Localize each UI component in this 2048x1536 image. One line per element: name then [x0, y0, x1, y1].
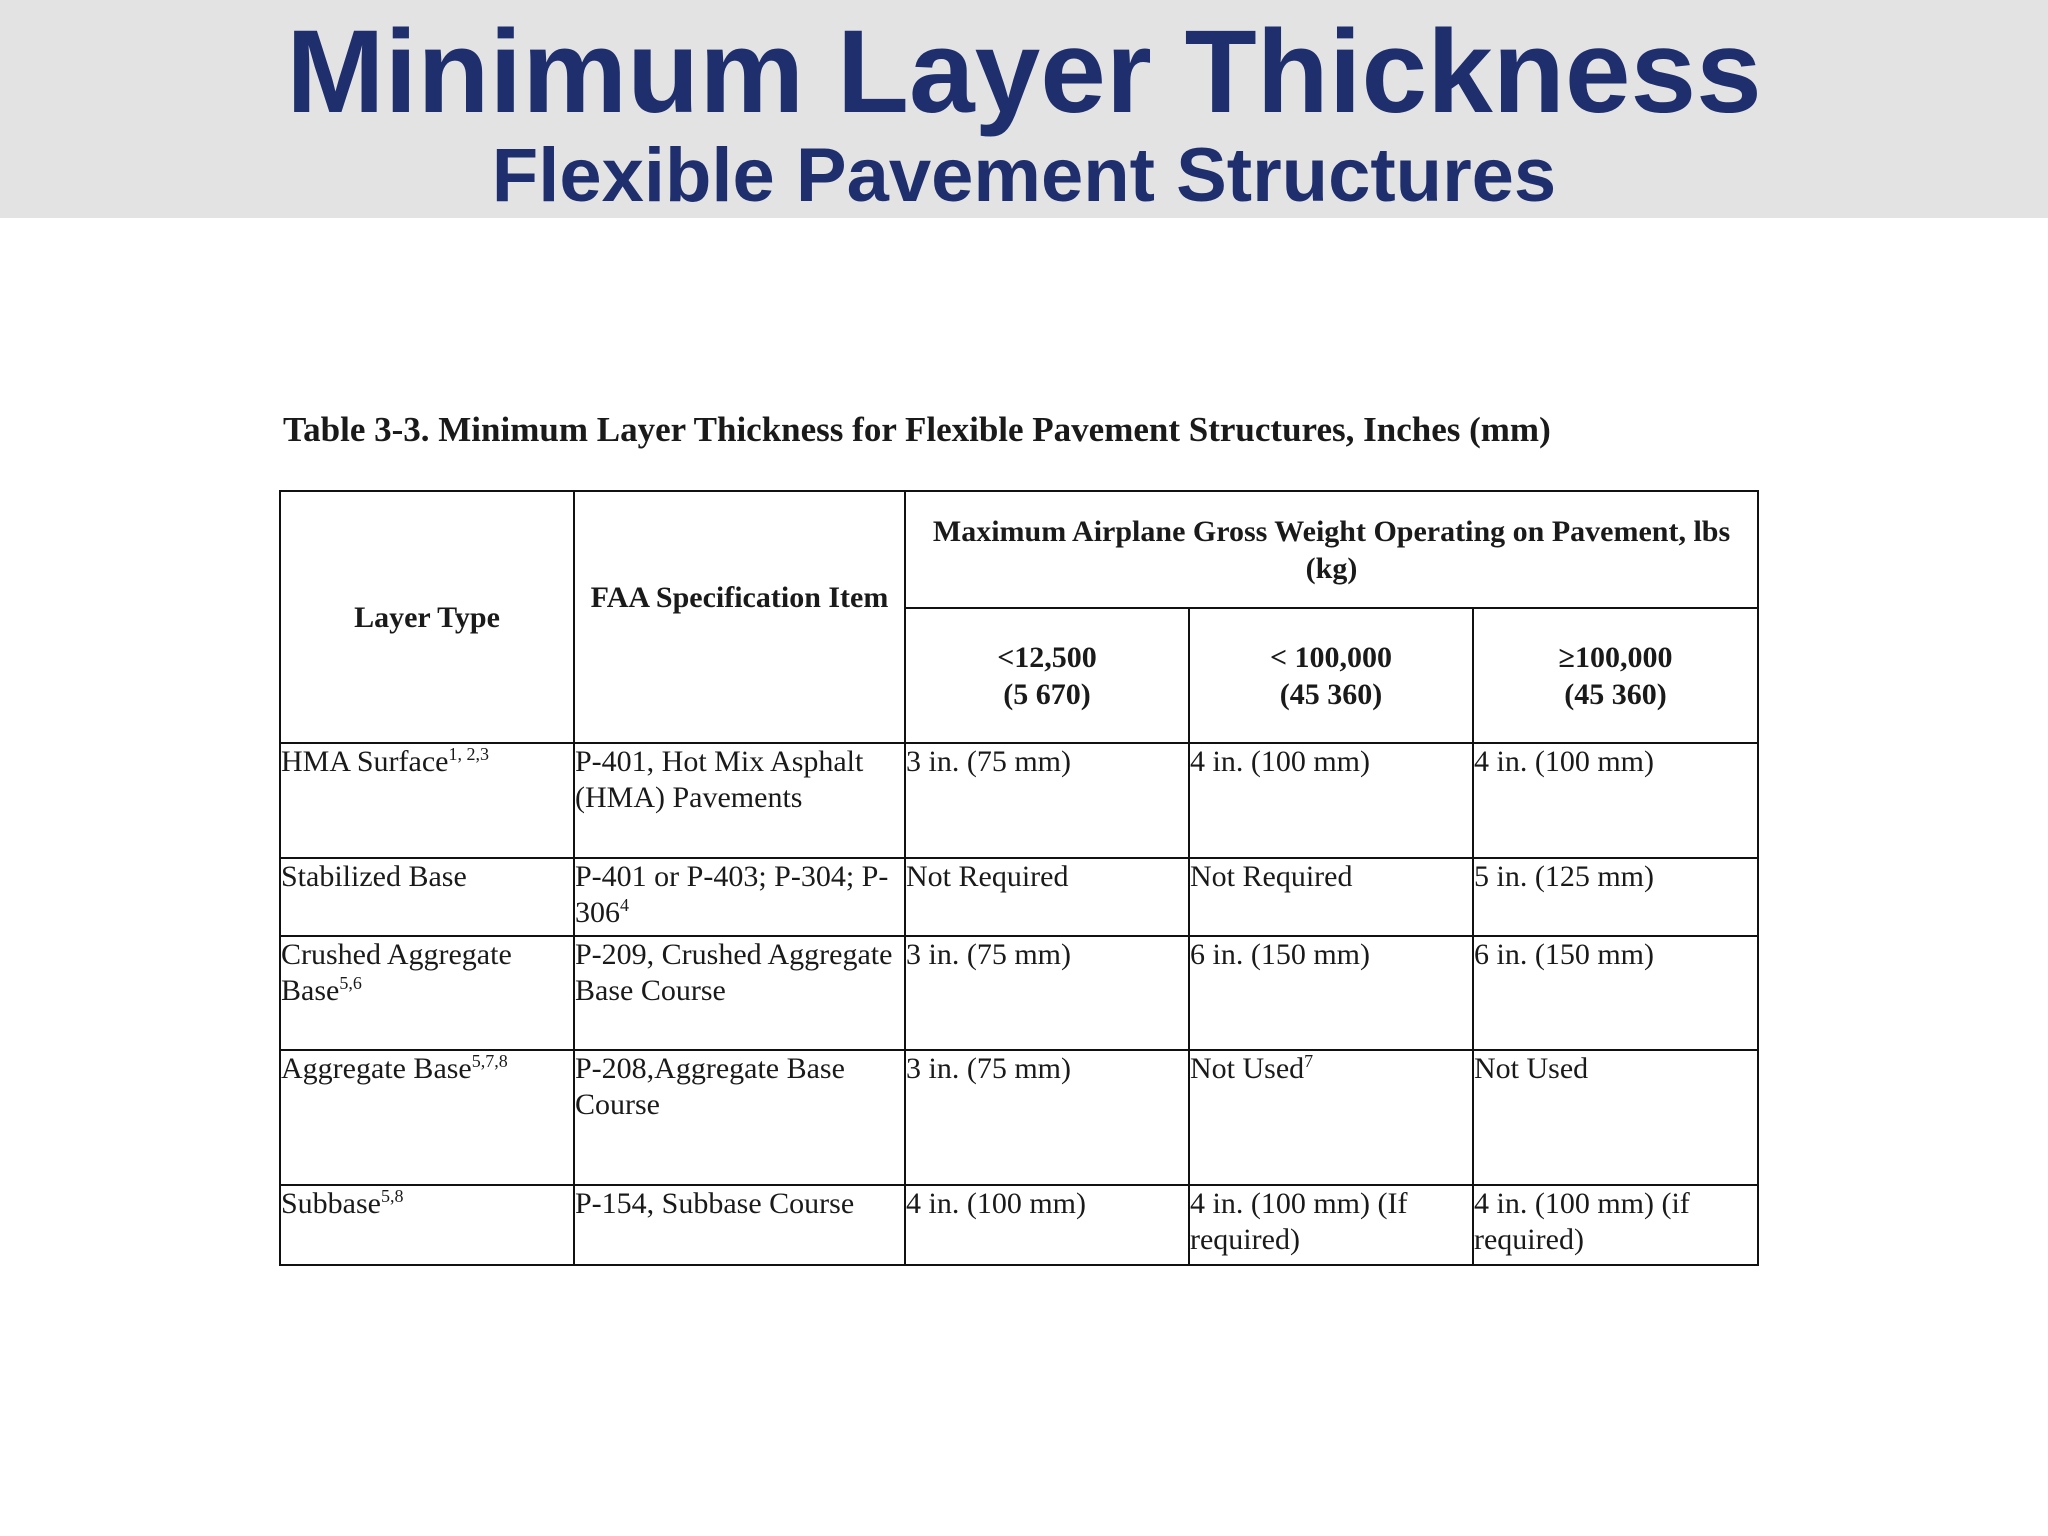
table-caption: Table 3-3. Minimum Layer Thickness for Flexible Pavement Structures, Inches (mm): [283, 410, 1551, 449]
layer-name: HMA Surface: [281, 745, 449, 778]
weight-kg: (5 670): [1003, 677, 1091, 711]
spec-text: P-401 or P-403; P-304; P-306: [575, 860, 889, 929]
table-row: [280, 1185, 1758, 1265]
thickness-cell: 6 in. (150 mm): [1473, 936, 1758, 1050]
table-row: [280, 743, 1758, 858]
thickness-cell: 4 in. (100 mm): [905, 1185, 1189, 1265]
weight-kg: (45 360): [1564, 677, 1667, 711]
thickness-cell: Not Required: [1189, 858, 1473, 936]
thickness-cell: 4 in. (100 mm): [1473, 743, 1758, 858]
layer-type-cell: [280, 1050, 574, 1185]
footnote-ref: 4: [620, 895, 629, 915]
thickness-cell: 6 in. (150 mm): [1189, 936, 1473, 1050]
slide-subtitle: Flexible Pavement Structures: [491, 133, 1557, 218]
layer-name: Aggregate Base: [281, 1052, 472, 1085]
header-weight-col: [1473, 608, 1758, 743]
slide-header: [0, 0, 2048, 218]
weight-lbs: <12,500: [997, 640, 1097, 674]
layer-type-cell: Stabilized Base: [280, 858, 574, 936]
thickness-cell: Not Used: [1473, 1050, 1758, 1185]
thickness-cell: Not Required: [905, 858, 1189, 936]
spec-item-cell: P-209, Crushed Aggregate Base Course: [574, 936, 905, 1050]
table-row: [280, 936, 1758, 1050]
thickness-cell: 3 in. (75 mm): [905, 743, 1189, 858]
layer-type-cell: [280, 936, 574, 1050]
layer-name: Crushed Aggregate Base: [281, 938, 512, 1007]
layer-type-cell: [280, 743, 574, 858]
spec-item-cell: P-154, Subbase Course: [574, 1185, 905, 1265]
thickness-text: Not Used: [1190, 1052, 1305, 1085]
slide-title: Minimum Layer Thickness: [286, 6, 1762, 138]
thickness-cell: [1189, 1050, 1473, 1185]
header-weight-col: [905, 608, 1189, 743]
thickness-cell: 3 in. (75 mm): [905, 1050, 1189, 1185]
weight-lbs: < 100,000: [1269, 640, 1393, 674]
spec-item-cell: P-208,Aggregate Base Course: [574, 1050, 905, 1185]
footnote-ref: 5,8: [381, 1186, 404, 1206]
table-row: [280, 1050, 1758, 1185]
weight-kg: (45 360): [1279, 677, 1383, 711]
spec-item-cell: P-401, Hot Mix Asphalt (HMA) Pavements: [574, 743, 905, 858]
header-row: [280, 491, 1758, 608]
table-row: [280, 858, 1758, 936]
thickness-table: [279, 490, 1759, 1266]
footnote-ref: 7: [1304, 1051, 1314, 1071]
spec-item-cell: [574, 858, 905, 936]
header-weight-col: [1189, 608, 1473, 743]
header-layer-type: Layer Type: [280, 491, 574, 743]
thickness-cell: 4 in. (100 mm) (If required): [1189, 1185, 1473, 1265]
thickness-cell: 3 in. (75 mm): [905, 936, 1189, 1050]
footnote-ref: 5,7,8: [471, 1051, 508, 1071]
header-spec-item: FAA Specification Item: [574, 491, 905, 743]
layer-type-cell: [280, 1185, 574, 1265]
footnote-ref: 5,6: [339, 973, 362, 993]
layer-name: Subbase: [281, 1187, 381, 1220]
weight-lbs: ≥100,000: [1558, 640, 1673, 674]
thickness-cell: 4 in. (100 mm): [1189, 743, 1473, 858]
thickness-cell: 5 in. (125 mm): [1473, 858, 1758, 936]
header-weight-group: Maximum Airplane Gross Weight Operating on Pavement, lbs (kg): [905, 491, 1758, 608]
thickness-cell: 4 in. (100 mm) (if required): [1473, 1185, 1758, 1265]
footnote-ref: 1, 2,3: [448, 744, 489, 764]
